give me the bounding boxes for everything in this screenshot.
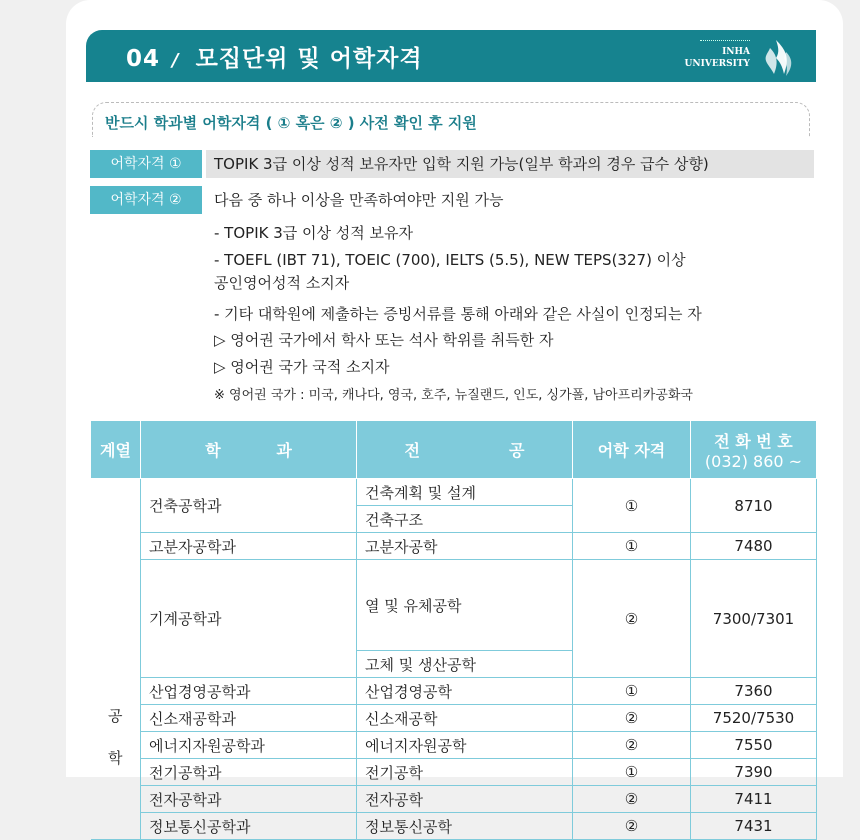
logo-line-2: UNIVERSITY — [684, 59, 750, 69]
major-cell: 건축구조 — [357, 506, 573, 533]
major-cell: 전기공학 — [357, 759, 573, 786]
requirement-label: 어학자격 ② — [90, 186, 202, 214]
major-cell: 열 및 유체공학 — [357, 560, 573, 651]
phone-cell: 7520/7530 — [691, 705, 817, 732]
phone-cell: 7480 — [691, 533, 817, 560]
inha-logo — [682, 36, 802, 80]
dept-cell: 산업경영공학과 — [141, 678, 357, 705]
department-table — [90, 420, 817, 840]
lang-cell: ① — [573, 533, 691, 560]
table-row — [91, 813, 817, 840]
document-page — [66, 0, 843, 836]
condition-note: ※ 영어권 국가 : 미국, 캐나다, 영국, 호주, 뉴질랜드, 인도, 싱가폴, 남아프리카공화국 — [214, 388, 693, 403]
phone-cell: 7300/7301 — [691, 560, 817, 678]
major-cell: 정보통신공학 — [357, 813, 573, 840]
header-lang: 어학 자격 — [573, 421, 691, 479]
table-row — [91, 560, 817, 651]
section-number: 04 — [126, 46, 161, 72]
phone-cell: 7431 — [691, 813, 817, 840]
lang-cell: ② — [573, 705, 691, 732]
section-title — [126, 40, 423, 73]
section-heading: 모집단위 및 어학자격 — [195, 46, 423, 72]
requirement-label: 어학자격 ① — [90, 150, 202, 178]
logo-text — [685, 46, 750, 70]
major-cell: 신소재공학 — [357, 705, 573, 732]
logo-dots — [700, 40, 750, 41]
phone-cell: 7360 — [691, 678, 817, 705]
notice-text: 반드시 학과별 어학자격 ( ① 혹은 ② ) 사전 확인 후 지원 — [105, 114, 477, 132]
lang-cell: ① — [573, 479, 691, 533]
lang-cell: ① — [573, 759, 691, 786]
header-phone-line-1: 전 화 번 호 — [714, 431, 793, 451]
table-row — [91, 759, 817, 786]
major-cell: 고분자공학 — [357, 533, 573, 560]
phone-cell: 7411 — [691, 786, 817, 813]
table-header-row — [91, 421, 817, 479]
header-phone — [691, 421, 817, 479]
condition-line: ▷ 영어권 국가 국적 소지자 — [214, 358, 390, 376]
dept-cell: 고분자공학과 — [141, 533, 357, 560]
table-row — [91, 786, 817, 813]
flame-icon — [756, 38, 796, 78]
table-row — [91, 678, 817, 705]
header-phone-line-2: (032) 860 ~ — [704, 451, 803, 471]
header-major: 전 공 — [357, 421, 573, 479]
header-dept: 학 과 — [141, 421, 357, 479]
section-banner — [86, 30, 816, 82]
dept-cell: 기계공학과 — [141, 560, 357, 678]
requirement-row-1 — [90, 150, 814, 178]
section-slash: / — [172, 50, 180, 71]
dept-cell: 신소재공학과 — [141, 705, 357, 732]
dept-cell: 건축공학과 — [141, 479, 357, 533]
dept-cell: 정보통신공학과 — [141, 813, 357, 840]
series-char: 공 — [108, 707, 123, 725]
requirement-text: 다음 중 하나 이상을 만족하여야만 지원 가능 — [206, 186, 814, 214]
condition-line: - TOPIK 3급 이상 성적 보유자 — [214, 224, 413, 242]
dept-cell: 전기공학과 — [141, 759, 357, 786]
lang-cell: ② — [573, 560, 691, 678]
dept-cell: 에너지자원공학과 — [141, 732, 357, 759]
phone-cell: 8710 — [691, 479, 817, 533]
condition-line: - 기타 대학원에 제출하는 증빙서류를 통해 아래와 같은 사실이 인정되는 자 — [214, 305, 702, 323]
table-row — [91, 705, 817, 732]
table-row — [91, 533, 817, 560]
condition-line: - TOEFL (IBT 71), TOEIC (700), IELTS (5.5), NEW TEPS(327) 이상 — [214, 251, 686, 269]
table-row — [91, 732, 817, 759]
condition-line: 공인영어성적 소지자 — [214, 274, 350, 292]
phone-cell: 7390 — [691, 759, 817, 786]
condition-line: ▷ 영어권 국가에서 학사 또는 석사 학위를 취득한 자 — [214, 331, 554, 349]
series-cell — [91, 479, 141, 840]
major-cell: 에너지자원공학 — [357, 732, 573, 759]
logo-line-1: INHA — [722, 47, 750, 57]
lang-cell: ① — [573, 678, 691, 705]
major-cell: 건축계획 및 설계 — [357, 479, 573, 506]
major-cell: 고체 및 생산공학 — [357, 651, 573, 678]
dept-cell: 전자공학과 — [141, 786, 357, 813]
lang-cell: ② — [573, 786, 691, 813]
requirement-text: TOPIK 3급 이상 성적 보유자만 입학 지원 가능(일부 학과의 경우 급수 상향) — [206, 150, 814, 178]
table-row — [91, 479, 817, 506]
phone-cell: 7550 — [691, 732, 817, 759]
notice-box — [92, 102, 810, 137]
header-series: 계열 — [91, 421, 141, 479]
lang-cell: ② — [573, 813, 691, 840]
series-char: 학 — [108, 749, 123, 767]
major-cell: 전자공학 — [357, 786, 573, 813]
lang-cell: ② — [573, 732, 691, 759]
requirement-row-2 — [90, 186, 814, 214]
major-cell: 산업경영공학 — [357, 678, 573, 705]
